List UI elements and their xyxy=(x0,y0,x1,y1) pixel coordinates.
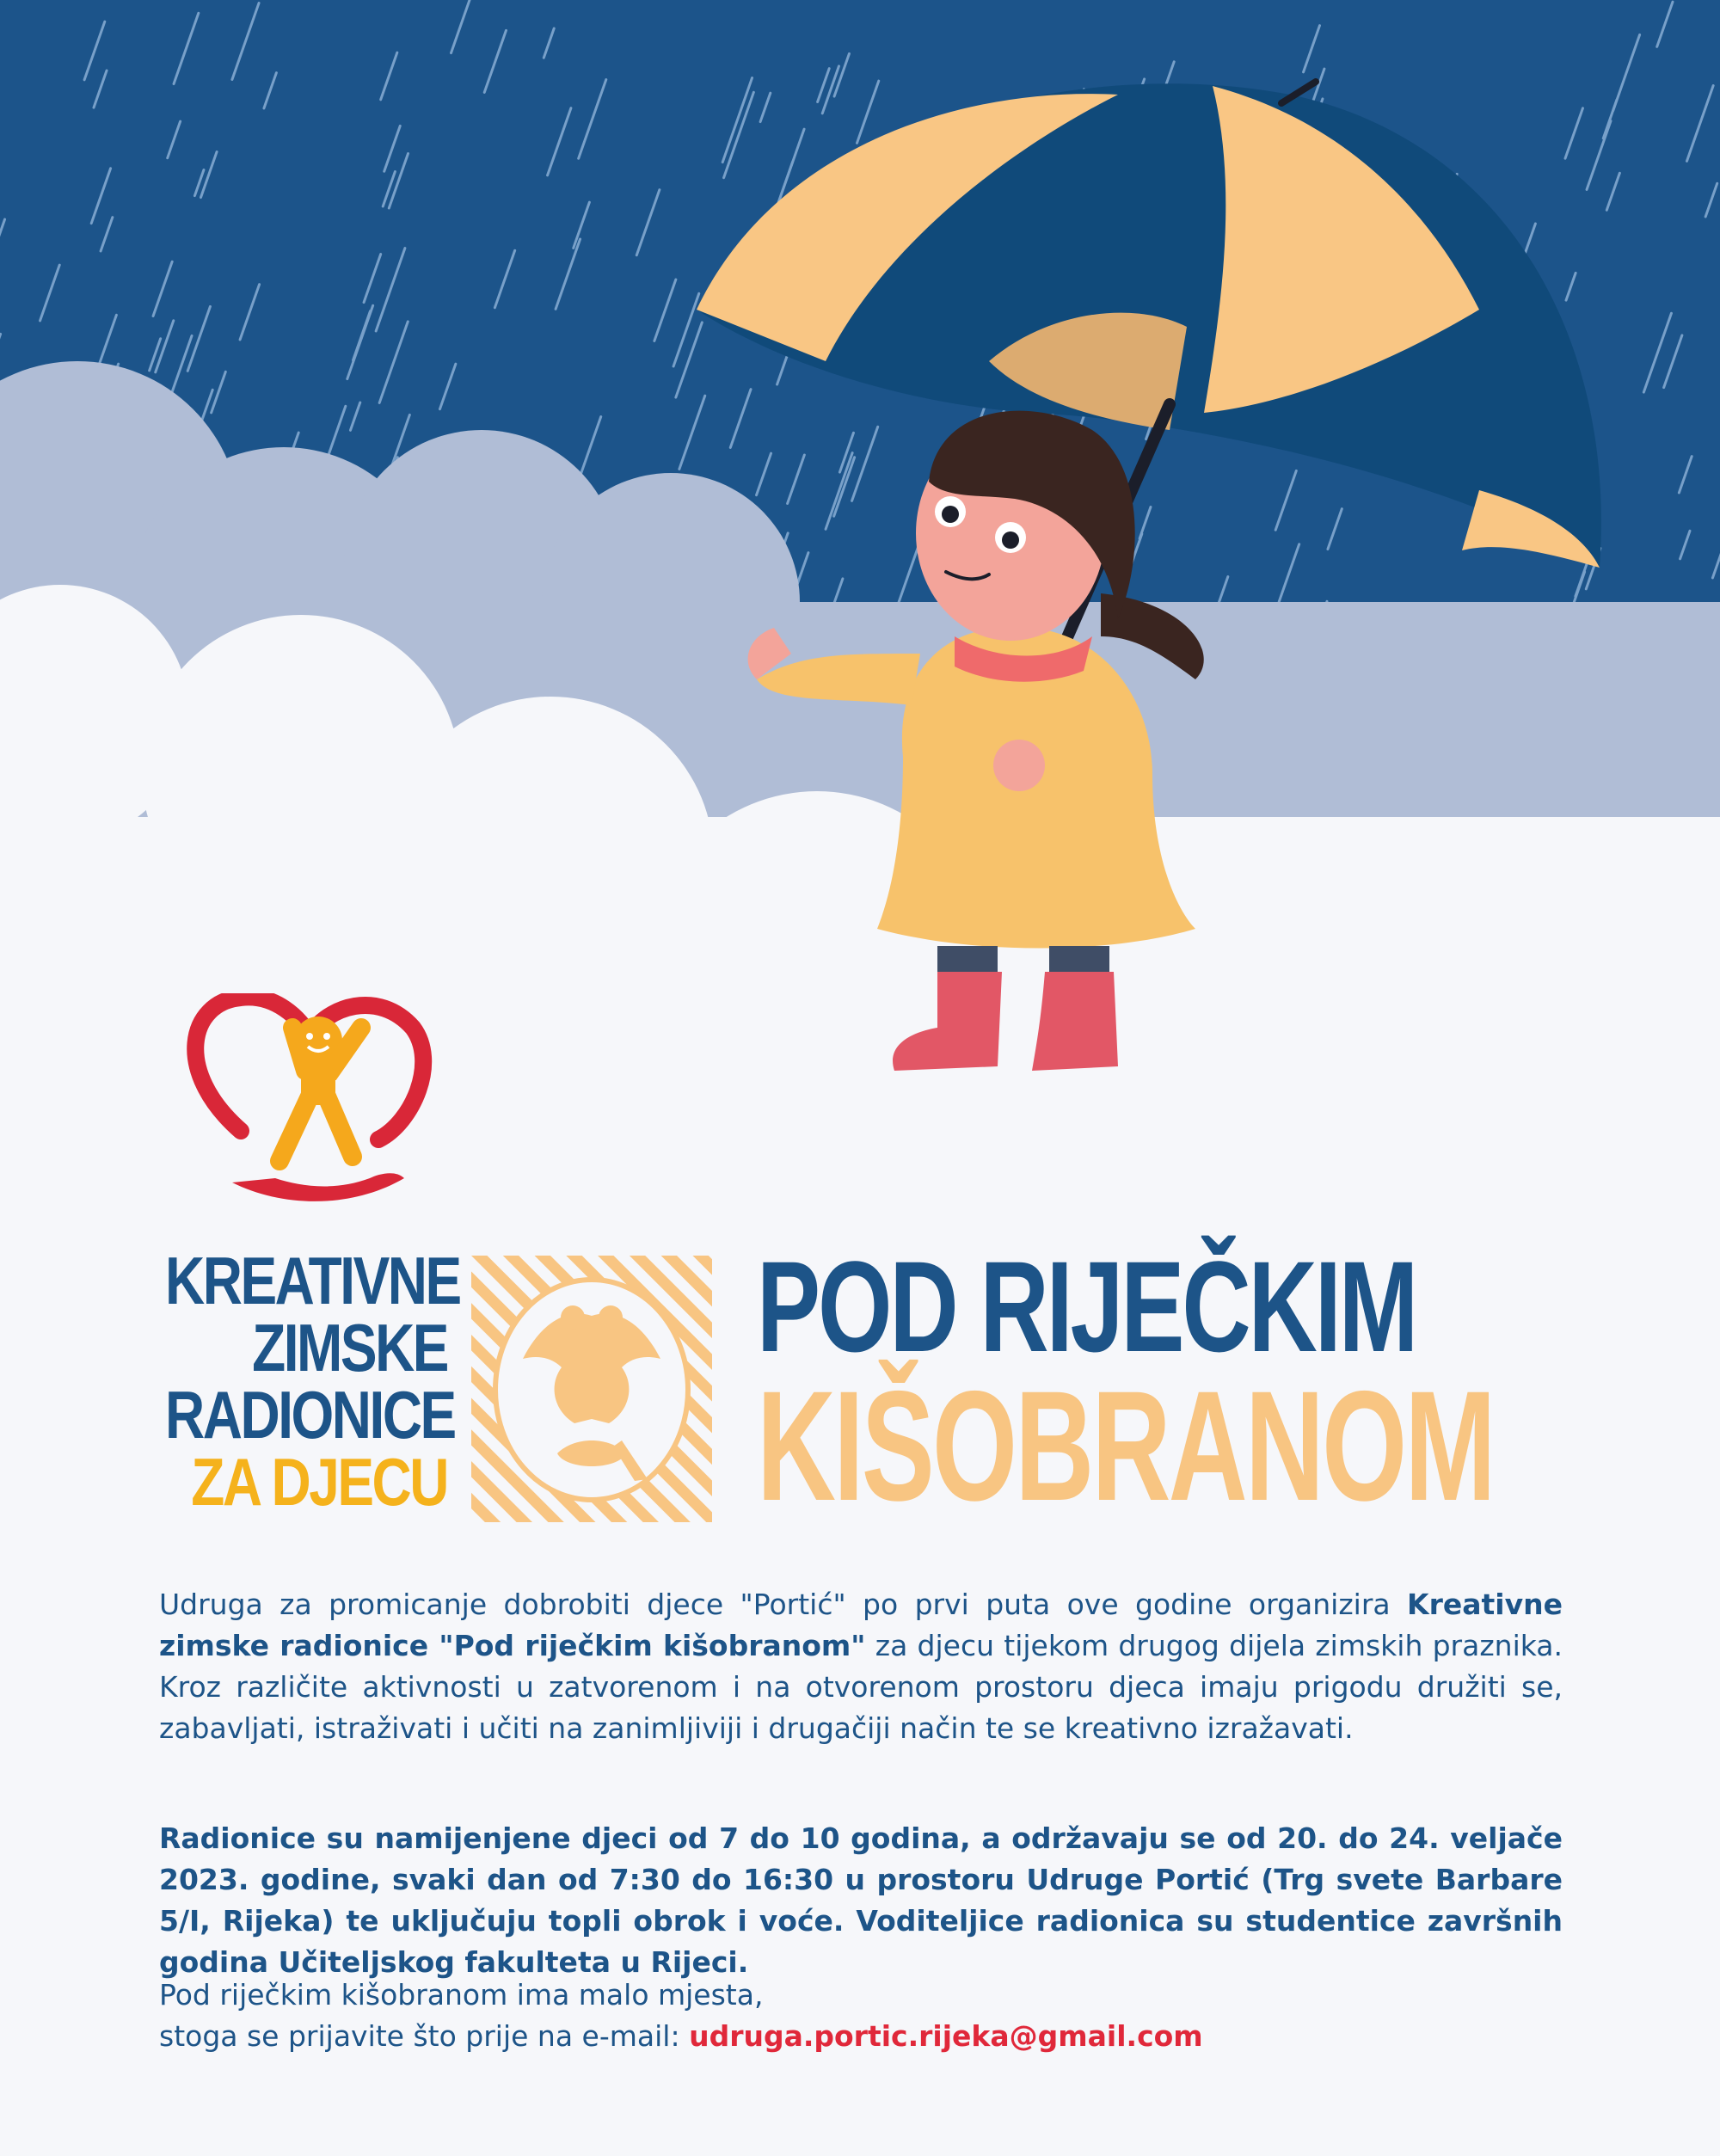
tagline-line: RADIONICE xyxy=(165,1377,455,1453)
tagline-line: KREATIVNE xyxy=(165,1243,460,1318)
intro-text-end: za djecu tijekom drugog dijela zimskih praznika. Kroz različite aktivnosti u zatvorenom i na otvorenom prostoru djeca imaju prigodu družiti se, zabavljati, istraživati i učiti na zanimljiviji i drugačiji način te se kreativno izražavati. xyxy=(159,1629,1563,1745)
workshop-tagline xyxy=(165,1243,460,1520)
details-paragraph: Radionice su namijenjene djeci od 7 do 10 godina, a održavaju se od 20. do 24. veljače 2023. godine, svaki dan od 7:30 do 16:30 u prostoru Udruge Portić (Trg svete Barbare 5/I, Rijeka) te uključuju topli obrok i voće. Voditeljice radionica su studentice završnih godina Učiteljskog fakulteta u Rijeci. xyxy=(159,1821,1563,1979)
title-line-1: POD RIJEČKIM xyxy=(757,1234,1416,1379)
main-title xyxy=(757,1234,1720,1533)
title-line-2: KIŠOBRANOM xyxy=(757,1358,1494,1533)
intro-paragraph xyxy=(159,1584,1563,1749)
intro-text-bold: Kreativne zimske radionice "Pod riječkim kišobranom" xyxy=(159,1588,1563,1662)
signup-line-1: Pod riječkim kišobranom ima malo mjesta, xyxy=(159,1978,764,2012)
tagline-line: ZIMSKE xyxy=(252,1310,447,1385)
hand-icon xyxy=(232,1173,404,1201)
intro-text-start: Udruga za promicanje dobrobiti djece "Portić" po prvi puta ove godine organizira xyxy=(159,1588,1408,1621)
signup-paragraph xyxy=(159,1975,1563,2057)
signup-line-2: stoga se prijavite što prije na e-mail: xyxy=(159,2019,690,2053)
rijeka-eagle-crest-icon xyxy=(471,1256,712,1522)
tagline-accent: ZA DJECU xyxy=(191,1444,448,1520)
title-block xyxy=(0,1234,1720,1533)
heart-child-hand-logo xyxy=(181,993,447,1217)
email-link[interactable]: udruga.portic.rijeka@gmail.com xyxy=(689,2019,1203,2053)
